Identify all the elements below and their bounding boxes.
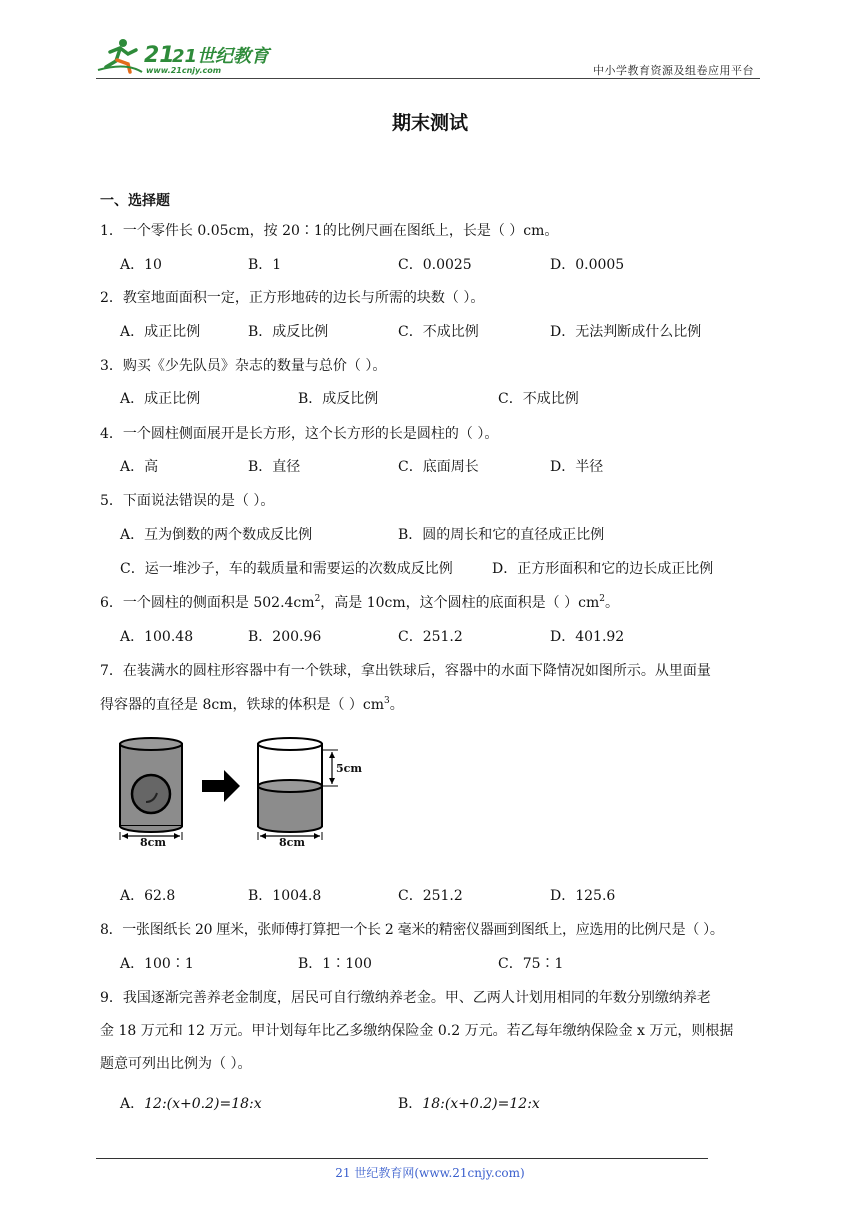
cylinder-figure xyxy=(112,736,372,852)
option-a: A．10 xyxy=(120,257,162,273)
logo-text: 21世纪教育 xyxy=(172,46,270,67)
option-a-label: A． xyxy=(120,1096,145,1112)
option-c: C．0.0025 xyxy=(398,257,472,273)
option-b: B．200.96 xyxy=(248,629,322,645)
label-diameter-right: 8cm xyxy=(279,836,305,849)
option-a: A．100.48 xyxy=(120,629,194,645)
option-b: B．1∶100 xyxy=(298,956,372,972)
question-7-line-2 xyxy=(100,694,404,714)
superscript: 2 xyxy=(314,594,321,604)
option-a: A．100∶1 xyxy=(120,956,194,972)
option-b: B．1004.8 xyxy=(248,888,322,904)
question-1: 1．一个零件长 0.05cm，按 20∶1的比例尺画在图纸上，长是（ ）cm。 xyxy=(100,223,559,239)
superscript: 2 xyxy=(599,594,605,604)
question-5: 5．下面说法错误的是（ ）。 xyxy=(100,493,275,509)
option-d: D．125.6 xyxy=(550,888,616,904)
option-b: B．圆的周长和它的直径成正比例 xyxy=(398,527,605,543)
q6-stem-mid: ，高是 10cm，这个圆柱的底面积是（ ）cm xyxy=(320,595,600,611)
header-divider xyxy=(96,78,760,79)
site-logo[interactable] xyxy=(96,34,276,78)
option-a-formula: 12:(x+0.2)=18:x xyxy=(144,1096,262,1112)
question-8: 8．一张图纸长 20 厘米，张师傅打算把一个长 2 毫米的精密仪器画到图纸上，应选用的比例尺是（ ）。 xyxy=(100,922,724,938)
question-9-line-3: 题意可列出比例为（ ）。 xyxy=(100,1056,252,1072)
option-d: D．半径 xyxy=(550,459,604,475)
label-height: 5cm xyxy=(336,762,362,775)
option-c: C．251.2 xyxy=(398,888,463,904)
option-a: A．成正比例 xyxy=(120,324,201,340)
q7-stem-text: 得容器的直径是 8cm，铁球的体积是（ ）cm xyxy=(100,697,385,713)
option-b: B．1 xyxy=(248,257,282,273)
option-a xyxy=(120,1093,262,1113)
cylinder-diagram xyxy=(112,736,372,852)
question-7-line-1: 7．在装满水的圆柱形容器中有一个铁球，拿出铁球后，容器中的水面下降情况如图所示。从里面量 xyxy=(100,663,711,679)
superscript: 3 xyxy=(384,696,390,706)
option-d: D．无法判断成什么比例 xyxy=(550,324,702,340)
option-a: A．62.8 xyxy=(120,888,176,904)
option-b: B．直径 xyxy=(248,459,301,475)
footer-link[interactable]: 21 世纪教育网(www.21cnjy.com) xyxy=(335,1166,525,1180)
svg-text:21: 21 xyxy=(144,43,175,68)
page-header xyxy=(96,34,760,80)
option-a: A．互为倒数的两个数成反比例 xyxy=(120,527,313,543)
footer-divider xyxy=(96,1158,708,1159)
q7-stem-post: 。 xyxy=(389,697,404,713)
option-b-formula: 18:(x+0.2)=12:x xyxy=(422,1096,540,1112)
option-d: D．0.0005 xyxy=(550,257,625,273)
question-9-line-2: 金 18 万元和 12 万元。甲计划每年比乙多缴纳保险金 0.2 万元。若乙每年缴纳保险金 x 万元，则根据 xyxy=(100,1023,734,1039)
question-4: 4．一个圆柱侧面展开是长方形，这个长方形的长是圆柱的（ ）。 xyxy=(100,426,499,442)
option-c: C．底面周长 xyxy=(398,459,479,475)
option-c: C．运一堆沙子，车的载质量和需要运的次数成反比例 xyxy=(120,561,453,577)
option-d: D．正方形面积和它的边长成正比例 xyxy=(492,561,714,577)
question-2: 2．教室地面面积一定，正方形地砖的边长与所需的块数（ ）。 xyxy=(100,290,485,306)
option-b: B．成反比例 xyxy=(298,391,379,407)
label-diameter-left: 8cm xyxy=(140,836,166,849)
page-title: 期末测试 xyxy=(391,112,468,134)
question-3: 3．购买《少先队员》杂志的数量与总价（ ）。 xyxy=(100,358,387,374)
option-b xyxy=(398,1093,540,1113)
q6-stem-post: 。 xyxy=(604,595,619,611)
option-c: C．251.2 xyxy=(398,629,463,645)
option-c: C．75∶1 xyxy=(498,956,564,972)
option-c: C．不成比例 xyxy=(498,391,579,407)
option-b-label: B． xyxy=(398,1096,423,1112)
section-heading: 一、选择题 xyxy=(100,193,170,209)
option-b: B．成反比例 xyxy=(248,324,329,340)
q6-stem-pre: 6．一个圆柱的侧面积是 502.4cm xyxy=(100,595,315,611)
logo-url: www.21cnjy.com xyxy=(146,66,222,75)
question-9-line-1: 9．我国逐渐完善养老金制度，居民可自行缴纳养老金。甲、乙两人计划用相同的年数分别缴纳养老 xyxy=(100,990,711,1006)
option-c: C．不成比例 xyxy=(398,324,479,340)
option-a: A．高 xyxy=(120,459,159,475)
option-a: A．成正比例 xyxy=(120,391,201,407)
question-6 xyxy=(100,592,619,612)
platform-name: 中小学教育资源及组卷应用平台 xyxy=(593,64,754,77)
option-d: D．401.92 xyxy=(550,629,625,645)
